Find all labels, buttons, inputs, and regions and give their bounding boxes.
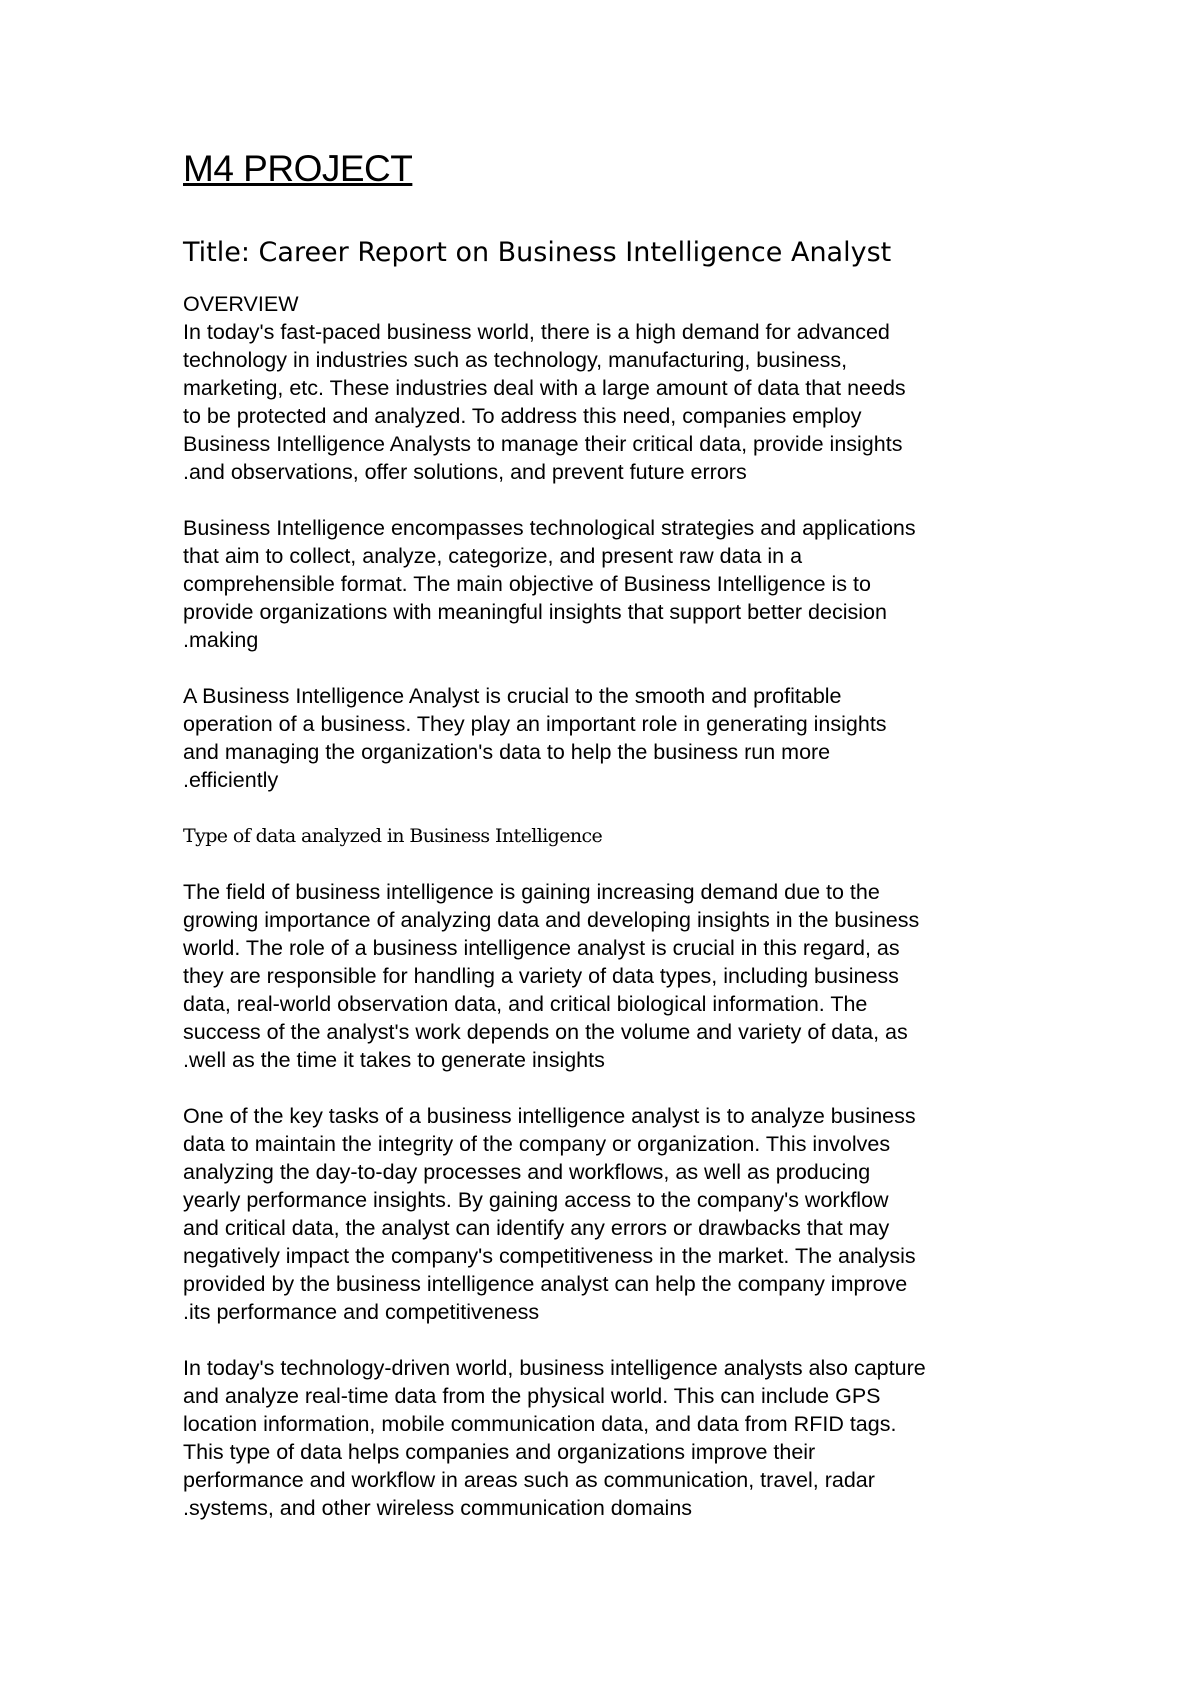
paragraph-line: .systems, and other wireless communication domains — [183, 1496, 693, 1520]
paragraph-line: One of the key tasks of a business intelligence analyst is to analyze business — [183, 1104, 916, 1128]
paragraph-line: performance and workflow in areas such as communication, travel, radar — [183, 1468, 875, 1492]
paragraph-line: Business Intelligence encompasses technological strategies and applications — [183, 516, 916, 540]
paragraph-line: negatively impact the company's competitiveness in the market. The analysis — [183, 1244, 916, 1268]
paragraph-line: .making — [183, 628, 259, 652]
paragraph-line: .its performance and competitiveness — [183, 1300, 540, 1324]
paragraph-line: and analyze real-time data from the physical world. This can include GPS — [183, 1384, 881, 1408]
paragraph-line: The field of business intelligence is gaining increasing demand due to the — [183, 880, 880, 904]
paragraph-line: growing importance of analyzing data and developing insights in the business — [183, 908, 920, 932]
paragraph-line: .efficiently — [183, 768, 279, 792]
paragraph-line: yearly performance insights. By gaining access to the company's workflow — [183, 1188, 889, 1212]
paragraph — [183, 318, 1043, 486]
paragraph-line: data, real-world observation data, and critical biological information. The — [183, 992, 868, 1016]
paragraph-line: provided by the business intelligence analyst can help the company improve — [183, 1272, 908, 1296]
paragraph-line: operation of a business. They play an important role in generating insights — [183, 712, 887, 736]
paragraph-line: they are responsible for handling a variety of data types, including business — [183, 964, 899, 988]
paragraph — [183, 514, 1043, 654]
paragraph-line: provide organizations with meaningful insights that support better decision — [183, 600, 887, 624]
paragraph-line: technology in industries such as technology, manufacturing, business, — [183, 348, 848, 372]
paragraph-line: data to maintain the integrity of the company or organization. This involves — [183, 1132, 891, 1156]
paragraph-line: that aim to collect, analyze, categorize, and present raw data in a — [183, 544, 803, 568]
paragraph-line: A Business Intelligence Analyst is crucial to the smooth and profitable — [183, 684, 842, 708]
overview-paragraphs — [183, 318, 1043, 794]
data-types-paragraphs — [183, 878, 1043, 1522]
paragraph-line: to be protected and analyzed. To address this need, companies employ — [183, 404, 862, 428]
paragraph — [183, 1102, 1043, 1326]
overview-heading: OVERVIEW — [183, 292, 299, 316]
paragraph — [183, 1354, 1043, 1522]
paragraph-line: world. The role of a business intelligence analyst is crucial in this regard, as — [183, 936, 900, 960]
paragraph-line: and managing the organization's data to help the business run more — [183, 740, 831, 764]
paragraph-line: analyzing the day-to-day processes and workflows, as well as producing — [183, 1160, 871, 1184]
document-body — [183, 146, 1043, 1522]
paragraph-line: and critical data, the analyst can identify any errors or drawbacks that may — [183, 1216, 890, 1240]
paragraph-line: comprehensible format. The main objective of Business Intelligence is to — [183, 572, 871, 596]
paragraph-line: location information, mobile communication data, and data from RFID tags. — [183, 1412, 897, 1436]
paragraph-line: marketing, etc. These industries deal with a large amount of data that needs — [183, 376, 906, 400]
paragraph-line: In today's technology-driven world, business intelligence analysts also capture — [183, 1356, 926, 1380]
report-title: Title: Career Report on Business Intelligence Analyst — [183, 237, 892, 268]
project-title: M4 PROJECT — [183, 148, 413, 189]
paragraph-line: Business Intelligence Analysts to manage their critical data, provide insights — [183, 432, 903, 456]
paragraph-line: success of the analyst's work depends on the volume and variety of data, as — [183, 1020, 908, 1044]
paragraph-line: .and observations, offer solutions, and prevent future errors — [183, 460, 747, 484]
paragraph — [183, 878, 1043, 1074]
paragraph-line: This type of data helps companies and organizations improve their — [183, 1440, 816, 1464]
paragraph-line: .well as the time it takes to generate insights — [183, 1048, 605, 1072]
paragraph-line: In today's fast-paced business world, there is a high demand for advanced — [183, 320, 890, 344]
paragraph — [183, 682, 1043, 794]
data-types-subheading: Type of data analyzed in Business Intelligence — [183, 825, 603, 847]
